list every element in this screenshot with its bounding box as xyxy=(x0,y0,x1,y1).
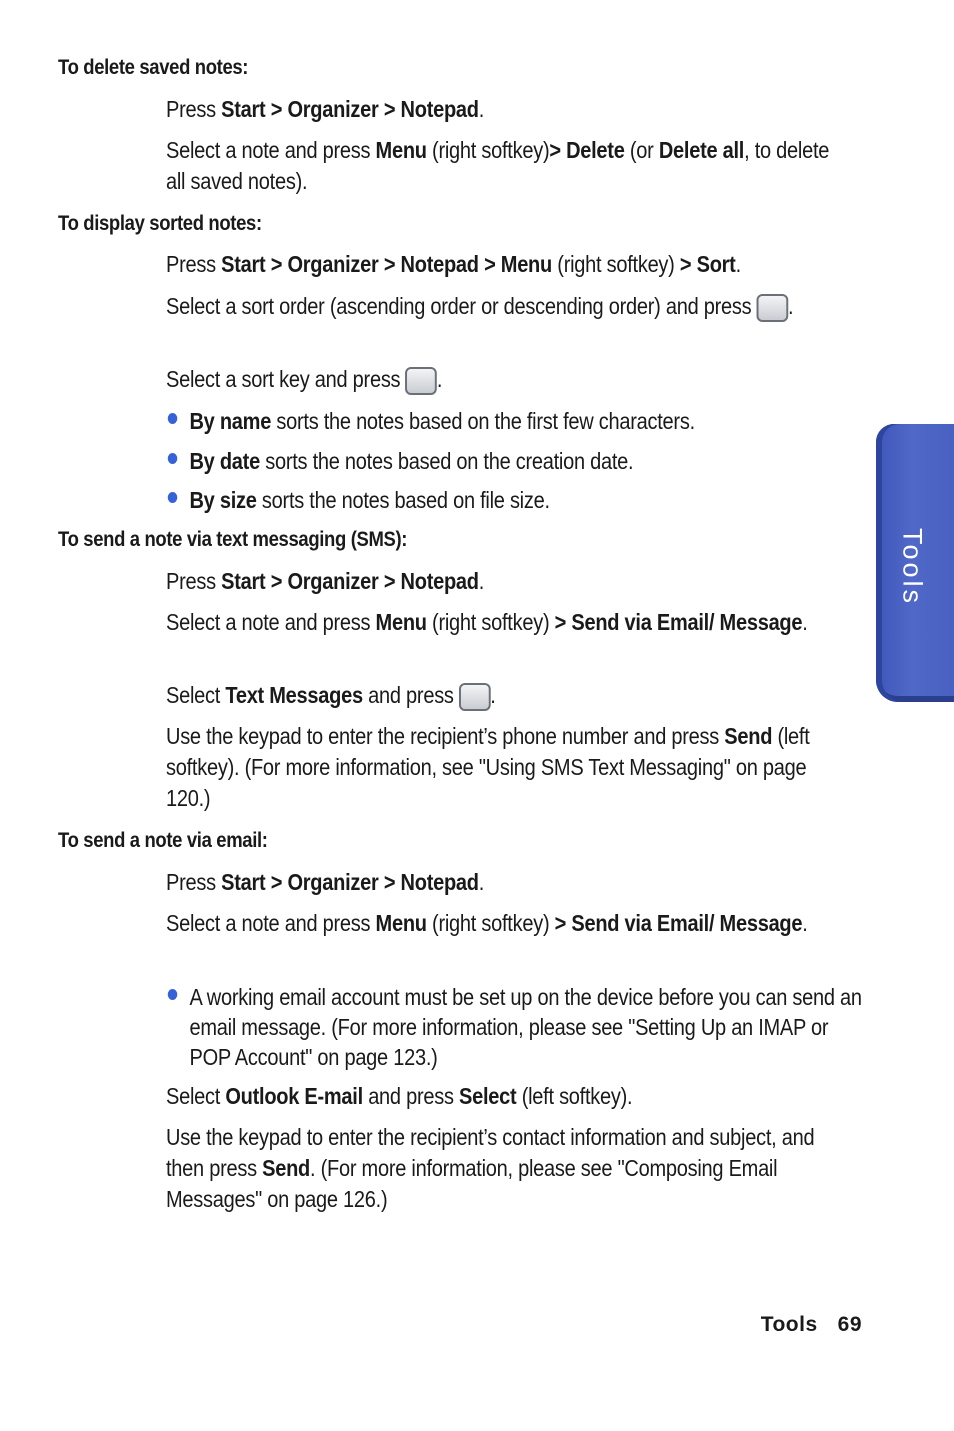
text-run: Select a sort order (ascending order or descending order) and press xyxy=(166,293,757,319)
text-run: . xyxy=(478,96,485,122)
ui-term: Organizer xyxy=(287,96,379,122)
section-heading: To send a note via text messaging (SMS): xyxy=(58,528,408,551)
ui-term: Organizer xyxy=(287,251,379,277)
ui-term: > xyxy=(265,869,288,895)
ui-term: > xyxy=(478,251,501,277)
text-run: (right softkey) xyxy=(426,137,550,163)
instruction-paragraph xyxy=(166,1081,853,1112)
instruction-paragraph xyxy=(166,908,853,939)
bullet-item xyxy=(166,406,862,436)
bullet-item xyxy=(166,446,862,476)
text-run: (left softkey). (For more information, see "Using SMS Text Messaging" on page 120.) xyxy=(166,723,810,811)
text-run: Press xyxy=(166,869,222,895)
instruction-paragraph xyxy=(166,364,853,395)
text-run: (or xyxy=(624,137,659,163)
text-run: . (For more information, please see "Composing Email Messages" on page 126.) xyxy=(166,1155,778,1212)
ui-term: Outlook E-mail xyxy=(225,1083,363,1109)
ui-term: > xyxy=(265,96,288,122)
text-run: . xyxy=(436,366,443,392)
bullet-dot-icon xyxy=(168,413,178,424)
text-run: Select a note and press xyxy=(166,609,376,635)
text-run: , to delete all saved notes). xyxy=(166,137,830,194)
ui-term: Notepad xyxy=(400,568,479,594)
text-run: (right softkey) xyxy=(426,910,555,936)
ui-term: > xyxy=(378,568,401,594)
text-run: and press xyxy=(362,682,459,708)
ui-term: Notepad xyxy=(400,251,479,277)
ui-term: Start xyxy=(221,251,266,277)
text-run: (right softkey) xyxy=(426,609,555,635)
instruction-paragraph xyxy=(166,607,853,638)
ui-term: > xyxy=(265,251,288,277)
ui-term: > xyxy=(378,96,401,122)
ui-term: > Sort xyxy=(679,251,736,277)
action-key-icon xyxy=(756,294,788,322)
instruction-paragraph xyxy=(166,135,853,197)
text-run: Select a note and press xyxy=(166,137,376,163)
ui-term: Start xyxy=(221,869,266,895)
text-run: . xyxy=(802,910,808,936)
ui-term: > xyxy=(265,568,288,594)
text-run: sorts the notes based on the creation date. xyxy=(259,448,634,474)
ui-term: Menu xyxy=(375,137,427,163)
ui-term: Send xyxy=(262,1155,311,1181)
text-run: Press xyxy=(166,568,222,594)
text-run: (left softkey). xyxy=(516,1083,633,1109)
text-run: A working email account must be set up on the device before you can send an email message. (For more information, please see "Setting Up an IMAP or POP Account" on page 123.) xyxy=(189,984,862,1070)
ui-term: Send xyxy=(724,723,773,749)
text-run: sorts the notes based on file size. xyxy=(256,487,550,513)
text-run: Press xyxy=(166,251,222,277)
ui-term: > Send via Email/ Message xyxy=(554,609,803,635)
text-run: Select xyxy=(166,1083,226,1109)
ui-term: Organizer xyxy=(287,568,379,594)
ui-term: > xyxy=(378,869,401,895)
ui-term: Menu xyxy=(375,609,427,635)
bullet-dot-icon xyxy=(168,453,178,464)
text-run: Select a sort key and press xyxy=(166,366,406,392)
text-run: (right softkey) xyxy=(551,251,680,277)
action-key-icon xyxy=(459,683,491,711)
ui-term: > Delete xyxy=(549,137,625,163)
ui-term: By date xyxy=(189,448,260,474)
bullet-item xyxy=(166,485,862,515)
text-run: Use the keypad to enter the recipient’s contact information and subject, and then press xyxy=(166,1124,815,1181)
ui-term: Start xyxy=(221,568,266,594)
ui-term: By size xyxy=(189,487,257,513)
ui-term: Menu xyxy=(500,251,552,277)
ui-term: By name xyxy=(189,408,272,434)
action-key-icon xyxy=(405,367,437,395)
text-run: . xyxy=(490,682,496,708)
instruction-paragraph xyxy=(166,680,853,711)
text-run: . xyxy=(802,609,808,635)
bullet-dot-icon xyxy=(168,492,178,503)
bullet-item xyxy=(166,982,862,1072)
text-run: Press xyxy=(166,96,222,122)
instruction-paragraph xyxy=(166,867,853,898)
instruction-paragraph xyxy=(166,291,853,322)
footer-section-title: Tools xyxy=(760,1313,818,1336)
instruction-paragraph xyxy=(166,249,853,280)
ui-term: > xyxy=(378,251,401,277)
text-run: and press xyxy=(362,1083,460,1109)
instruction-paragraph xyxy=(166,566,853,597)
ui-term: Select xyxy=(459,1083,517,1109)
footer-page-number: 69 xyxy=(837,1313,862,1336)
ui-term: Menu xyxy=(375,910,427,936)
text-run: . xyxy=(478,869,485,895)
section-heading: To display sorted notes: xyxy=(58,212,262,235)
text-run: . xyxy=(735,251,741,277)
text-run: Use the keypad to enter the recipient’s phone number and press xyxy=(166,723,725,749)
ui-term: Start xyxy=(221,96,266,122)
page-footer xyxy=(761,1313,862,1337)
text-run: . xyxy=(478,568,485,594)
instruction-paragraph xyxy=(166,1122,853,1215)
text-run: Select a note and press xyxy=(166,910,376,936)
chapter-side-tab-label: Tools xyxy=(897,527,928,607)
text-run: Select xyxy=(166,682,226,708)
ui-term: > Send via Email/ Message xyxy=(554,910,803,936)
bullet-dot-icon xyxy=(168,989,178,1000)
section-heading: To send a note via email: xyxy=(58,829,268,852)
ui-term: Text Messages xyxy=(225,682,363,708)
ui-term: Delete all xyxy=(658,137,745,163)
text-run: . xyxy=(787,293,794,319)
instruction-paragraph xyxy=(166,94,853,125)
ui-term: Organizer xyxy=(287,869,379,895)
ui-term: Notepad xyxy=(400,96,479,122)
ui-term: Notepad xyxy=(400,869,479,895)
section-heading: To delete saved notes: xyxy=(58,56,249,79)
instruction-paragraph xyxy=(166,721,853,814)
text-run: sorts the notes based on the first few characters. xyxy=(271,408,695,434)
